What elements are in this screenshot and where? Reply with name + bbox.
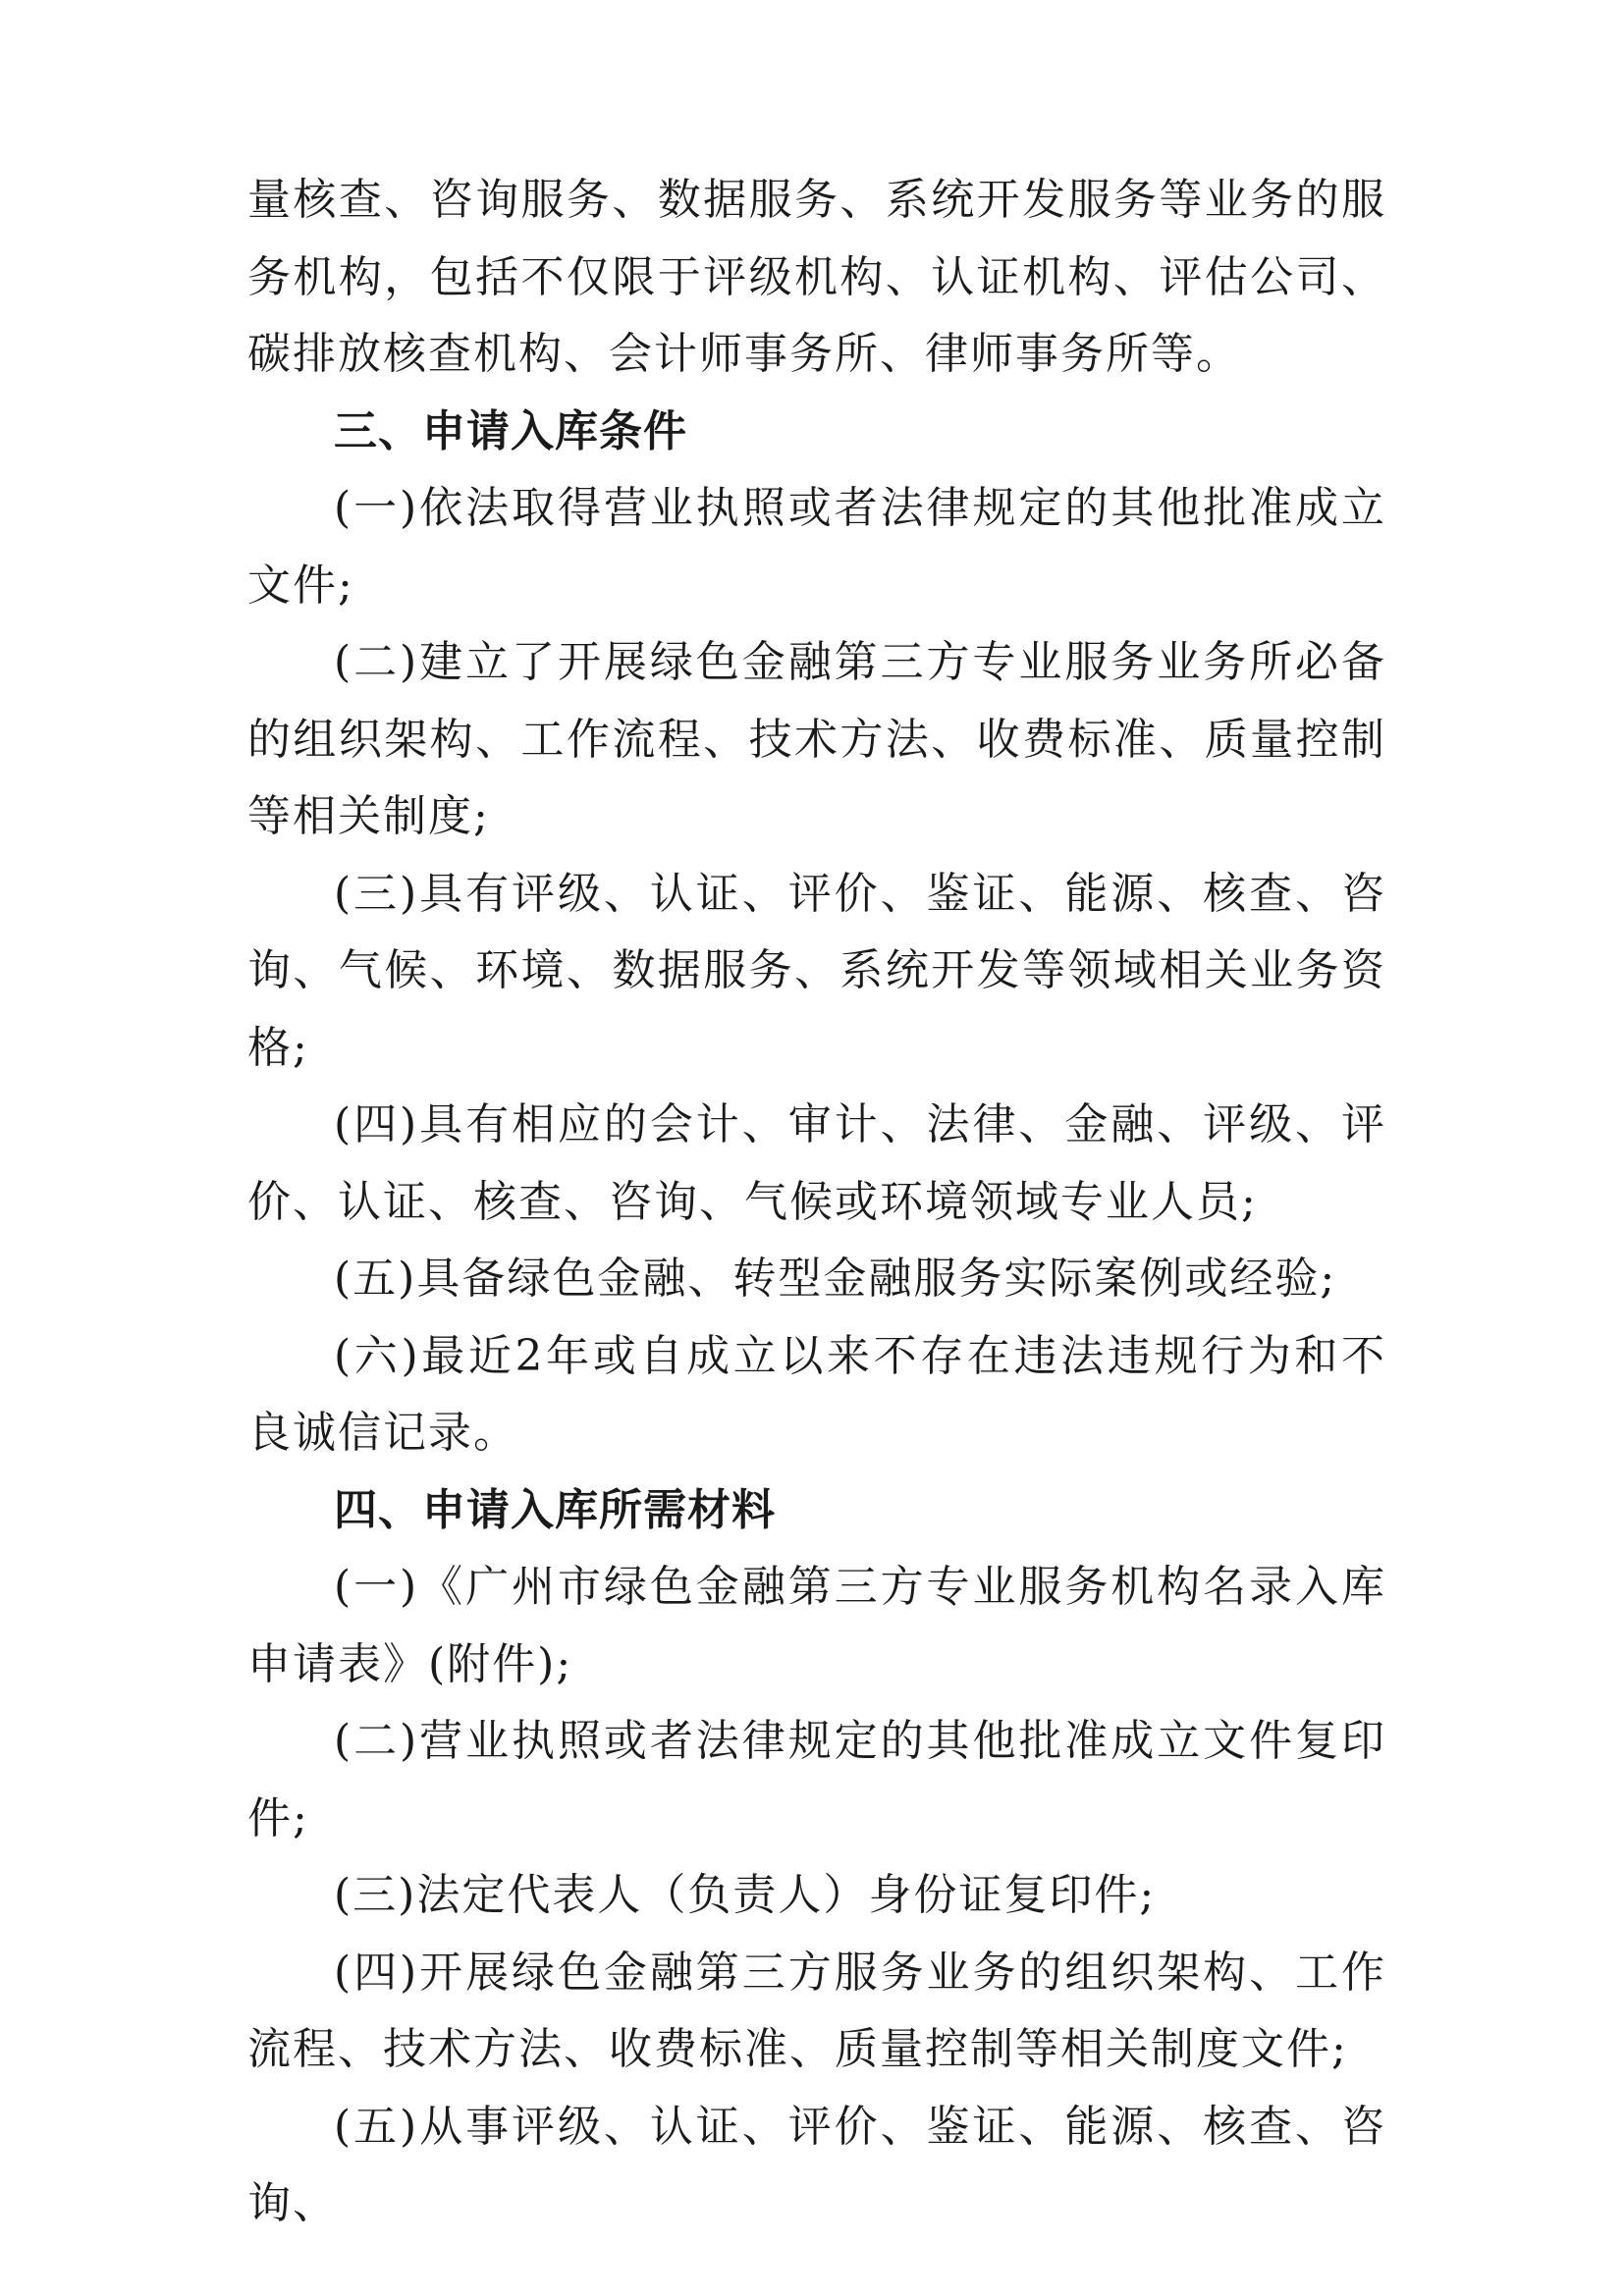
condition-item-3: (三)具有评级、认证、评价、鉴证、能源、核查、咨询、气候、环境、数据服务、系统开发等领域相关业务资格; [247, 868, 1386, 1073]
condition-item-4: (四)具有相应的会计、审计、法律、金融、评级、评价、认证、核查、咨询、气候或环境领域专业人员; [247, 1099, 1386, 1227]
condition-item-6: (六)最近2年或自成立以来不存在违法违规行为和不良诚信记录。 [247, 1330, 1386, 1458]
continued-paragraph: 量核查、咨询服务、数据服务、系统开发服务等业务的服务机构，包括不仅限于评级机构、认证机构、评估公司、碳排放核查机构、会计师事务所、律师事务所等。 [247, 175, 1386, 379]
material-item-3: (三)法定代表人（负责人）身份证复印件; [334, 1870, 1157, 1920]
material-item-5: (五)从事评级、认证、评价、鉴证、能源、核查、咨询、 [247, 2101, 1386, 2228]
section-heading-3: 三、申请入库条件 [334, 405, 687, 456]
section-heading-4: 四、申请入库所需材料 [334, 1484, 776, 1535]
material-item-2: (二)营业执照或者法律规定的其他批准成立文件复印件; [247, 1716, 1386, 1843]
material-item-4: (四)开展绿色金融第三方服务业务的组织架构、工作流程、技术方法、收费标准、质量控制等相关制度文件; [247, 1947, 1386, 2074]
condition-item-5: (五)具备绿色金融、转型金融服务实际案例或经验; [334, 1254, 1337, 1304]
condition-item-2: (二)建立了开展绿色金融第三方专业服务业务所必备的组织架构、工作流程、技术方法、收费标准、质量控制等相关制度; [247, 637, 1386, 841]
condition-item-1: (一)依法取得营业执照或者法律规定的其他批准成立文件; [247, 483, 1386, 611]
document-body [247, 162, 1386, 2243]
material-item-1: (一)《广州市绿色金融第三方专业服务机构名录入库申请表》(附件); [247, 1562, 1386, 1689]
